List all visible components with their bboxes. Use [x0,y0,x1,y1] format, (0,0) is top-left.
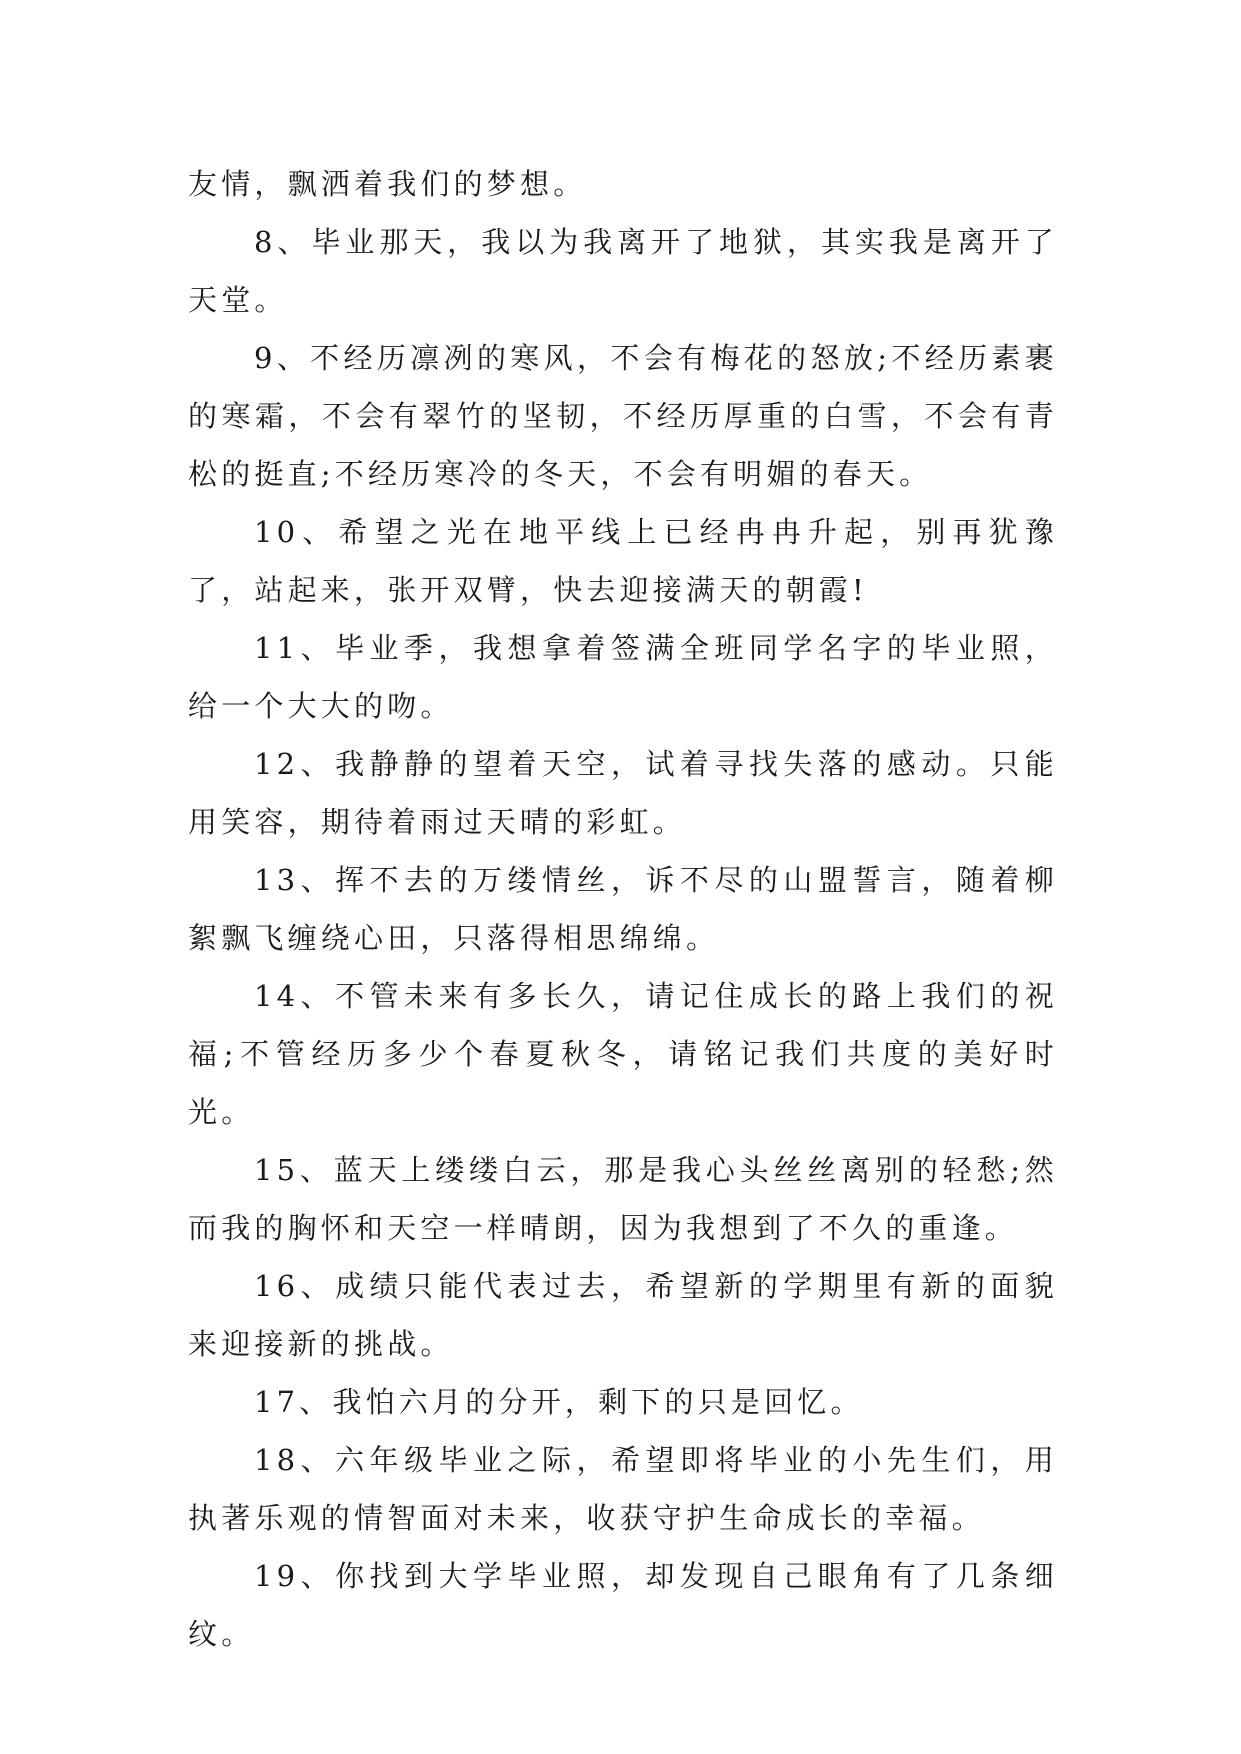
paragraph-9: 9、不经历凛冽的寒风，不会有梅花的怒放;不经历素裹的寒霜，不会有翠竹的坚韧，不经历厚重的白雪，不会有青松的挺直;不经历寒冷的冬天，不会有明媚的春天。 [188,341,1058,491]
paragraph-13: 13、挥不去的万缕情丝，诉不尽的山盟誓言，随着柳絮飘飞缠绕心田，只落得相思绵绵。 [188,863,1058,955]
paragraph-continuation: 友情，飘洒着我们的梦想。 [188,167,587,201]
paragraph-19: 19、你找到大学毕业照，却发现自己眼角有了几条细纹。 [188,1559,1058,1651]
paragraph-18: 18、六年级毕业之际，希望即将毕业的小先生们，用执著乐观的情智面对未来，收获守护生命成长的幸福。 [188,1443,1058,1535]
paragraph-11: 11、毕业季，我想拿着签满全班同学名字的毕业照，给一个大大的吻。 [188,631,1058,723]
paragraph-10: 10、希望之光在地平线上已经冉冉升起，别再犹豫了，站起来，张开双臂，快去迎接满天的朝霞! [188,515,1058,607]
paragraph-14: 14、不管未来有多长久，请记住成长的路上我们的祝福;不管经历多少个春夏秋冬，请铭记我们共度的美好时光。 [188,979,1058,1129]
paragraph-12: 12、我静静的望着天空，试着寻找失落的感动。只能用笑容，期待着雨过天晴的彩虹。 [188,747,1058,839]
paragraph-17: 17、我怕六月的分开，剩下的只是回忆。 [254,1385,864,1419]
paragraph-15: 15、蓝天上缕缕白云，那是我心头丝丝离别的轻愁;然而我的胸怀和天空一样晴朗，因为我想到了不久的重逢。 [188,1153,1058,1245]
paragraph-16: 16、成绩只能代表过去，希望新的学期里有新的面貌来迎接新的挑战。 [188,1269,1058,1361]
document-body [188,155,1058,1663]
paragraph-8: 8、毕业那天，我以为我离开了地狱，其实我是离开了天堂。 [188,225,1058,317]
